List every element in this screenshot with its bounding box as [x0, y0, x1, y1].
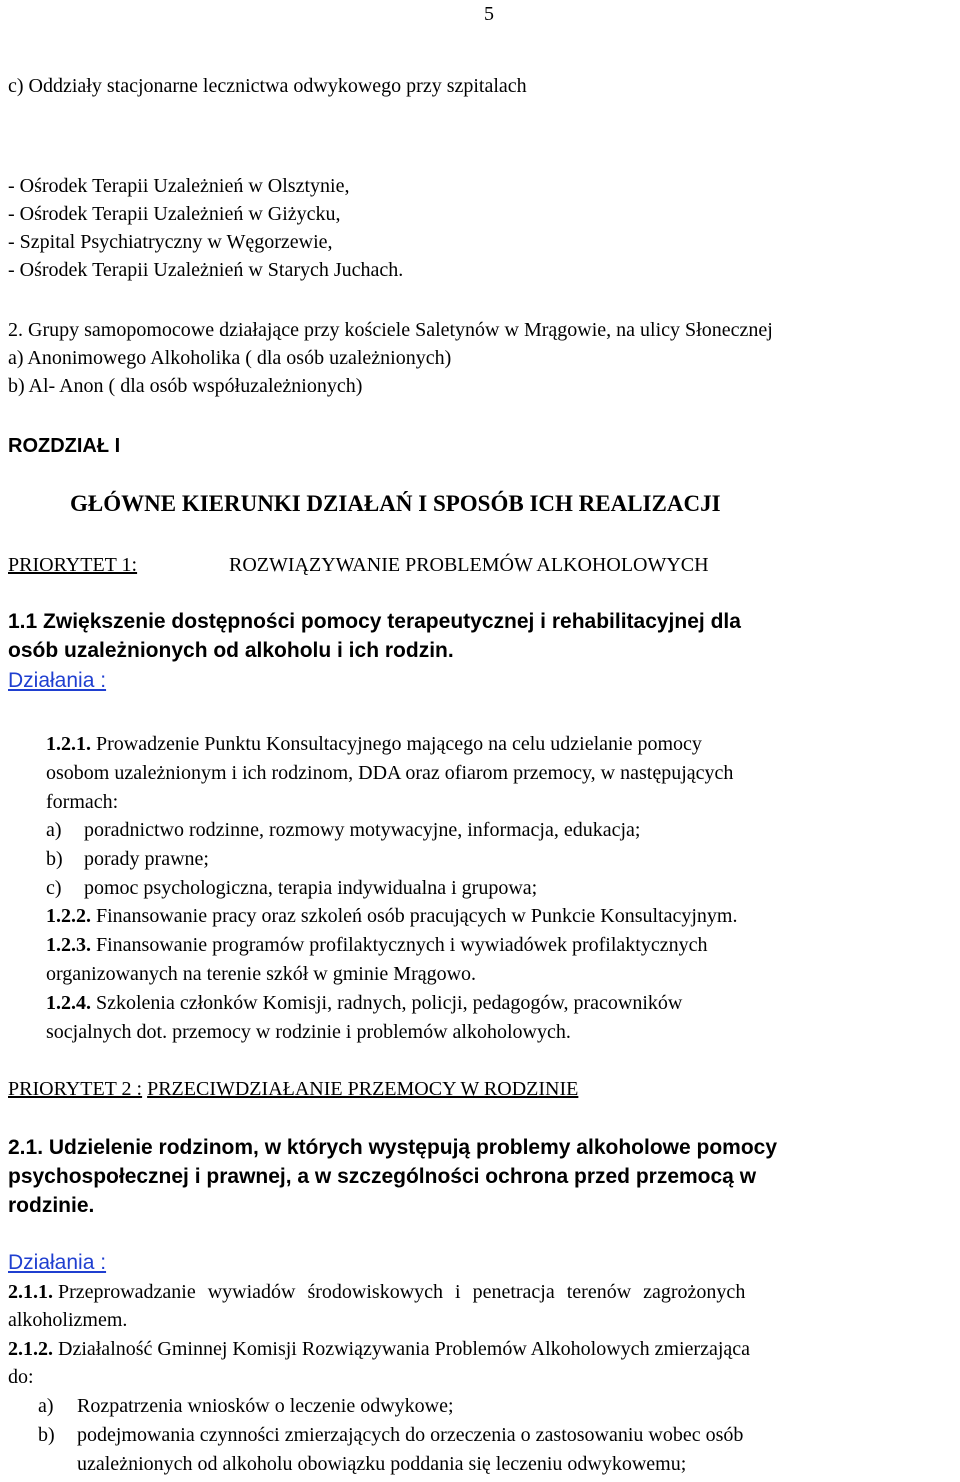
list-marker: a)	[38, 1395, 54, 1417]
goal-2-1-line: psychospołecznej i prawnej, a w szczególności ochrona przed przemocą w	[8, 1165, 757, 1188]
action-1-2-1-line: formach:	[46, 791, 119, 813]
chapter-label: ROZDZIAŁ I	[8, 435, 121, 457]
action-2-1-1	[8, 1280, 745, 1304]
list-item: - Ośrodek Terapii Uzależnień w Giżycku,	[8, 203, 341, 225]
list-item: - Ośrodek Terapii Uzależnień w Starych Juchach.	[8, 259, 404, 281]
action-2-1-2-line: do:	[8, 1366, 34, 1388]
section-2-heading: 2. Grupy samopomocowe działające przy kościele Saletynów w Mrągowie, na ulicy Słonecznej	[8, 319, 773, 341]
action-1-2-2	[46, 904, 737, 928]
action-1-2-4	[46, 991, 682, 1015]
section-c-heading: c) Oddziały stacjonarne lecznictwa odwykowego przy szpitalach	[8, 75, 527, 97]
action-text: Finansowanie pracy oraz szkoleń osób pracujących w Punkcie Konsultacyjnym.	[96, 905, 738, 927]
priority-2-title: PRZECIWDZIAŁANIE PRZEMOCY W RODZINIE	[147, 1078, 579, 1100]
action-text: Działalność Gminnej Komisji Rozwiązywania Problemów Alkoholowych zmierzająca	[58, 1338, 751, 1360]
chapter-title: GŁÓWNE KIERUNKI DZIAŁAŃ I SPOSÓB ICH REALIZACJI	[70, 491, 721, 516]
list-item: - Ośrodek Terapii Uzależnień w Olsztynie,	[8, 175, 350, 197]
goal-2-1-line: 2.1. Udzielenie rodzinom, w których występują problemy alkoholowe pomocy	[8, 1136, 778, 1159]
action-number: 2.1.1.	[8, 1281, 53, 1303]
list-item: Rozpatrzenia wniosków o leczenie odwykowe;	[77, 1395, 454, 1417]
list-marker: b)	[38, 1424, 55, 1446]
actions-label: Działania :	[8, 669, 107, 692]
list-item: a) Anonimowego Alkoholika ( dla osób uzależnionych)	[8, 347, 452, 369]
list-item-continued: uzależnionych od alkoholu obowiązku poddania się leczeniu odwykowemu;	[77, 1453, 687, 1475]
list-marker: c)	[46, 877, 62, 899]
list-item: b) Al- Anon ( dla osób współuzależnionych)	[8, 375, 363, 397]
goal-2-1-line: rodzinie.	[8, 1194, 95, 1217]
list-item: poradnictwo rodzinne, rozmowy motywacyjne, informacja, edukacja;	[84, 819, 641, 841]
action-number: 1.2.1.	[46, 733, 91, 755]
priority-1-title: ROZWIĄZYWANIE PROBLEMÓW ALKOHOLOWYCH	[229, 554, 709, 576]
action-number: 1.2.2.	[46, 905, 91, 927]
priority-1-label: PRIORYTET 1:	[8, 554, 138, 576]
goal-1-1-line: 1.1 Zwiększenie dostępności pomocy terapeutycznej i rehabilitacyjnej dla	[8, 610, 741, 633]
action-text: Przeprowadzanie wywiadów środowiskowych i penetracja terenów zagrożonych	[58, 1281, 746, 1303]
action-1-2-1-line: osobom uzależnionym i ich rodzinom, DDA oraz ofiarom przemocy, w następujących	[46, 762, 734, 784]
action-text: Prowadzenie Punktu Konsultacyjnego mającego na celu udzielanie pomocy	[96, 733, 702, 755]
priority-2-label: PRIORYTET 2 :	[8, 1078, 143, 1100]
action-1-2-1-line	[46, 732, 926, 756]
list-item: - Szpital Psychiatryczny w Węgorzewie,	[8, 231, 333, 253]
priority-2-heading	[8, 1077, 578, 1101]
action-number: 2.1.2.	[8, 1338, 53, 1360]
actions-label: Działania :	[8, 1251, 107, 1274]
action-number: 1.2.3.	[46, 934, 91, 956]
action-text: Szkolenia członków Komisji, radnych, policji, pedagogów, pracowników	[96, 992, 683, 1014]
goal-1-1-line: osób uzależnionych od alkoholu i ich rodzin.	[8, 639, 454, 662]
list-item: porady prawne;	[84, 848, 209, 870]
action-text: Finansowanie programów profilaktycznych i wywiadówek profilaktycznych	[96, 934, 708, 956]
action-2-1-1-line: alkoholizmem.	[8, 1309, 128, 1331]
list-marker: a)	[46, 819, 62, 841]
list-marker: b)	[46, 848, 63, 870]
action-number: 1.2.4.	[46, 992, 91, 1014]
action-2-1-2	[8, 1337, 750, 1361]
action-1-2-3-line: organizowanych na terenie szkół w gminie Mrągowo.	[46, 963, 477, 985]
action-1-2-4-line: socjalnych dot. przemocy w rodzinie i problemów alkoholowych.	[46, 1021, 571, 1043]
action-1-2-3	[46, 933, 707, 957]
page-number: 5	[484, 3, 494, 25]
list-item: pomoc psychologiczna, terapia indywidualna i grupowa;	[84, 877, 538, 899]
list-item: podejmowania czynności zmierzających do orzeczenia o zastosowaniu wobec osób	[77, 1424, 744, 1446]
